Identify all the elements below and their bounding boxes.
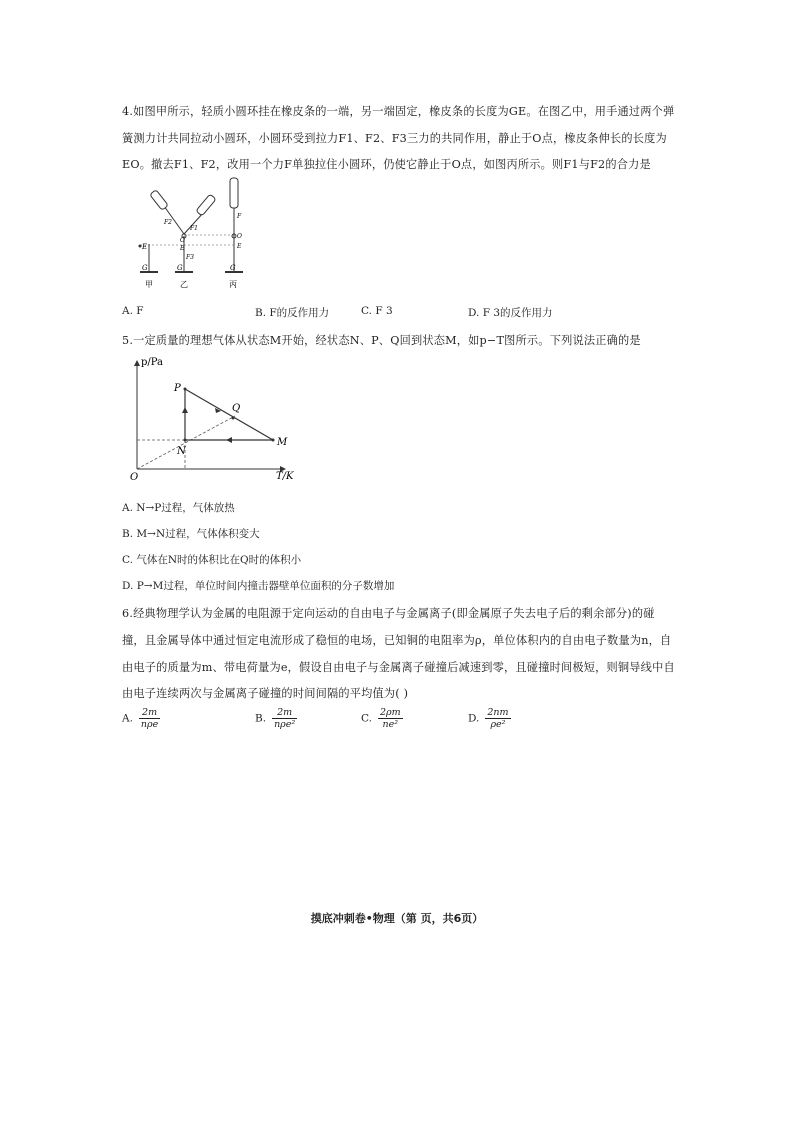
q4-text-line2: 簧测力计共同拉动小圆环，小圆环受到拉力F1、F2、F3三力的共同作用，静止于O点，橡皮条伸长的长度为 xyxy=(122,132,667,145)
point-n-label: N xyxy=(177,446,186,457)
isochore-line xyxy=(137,416,235,469)
q4-option-d: D. F 3的反作用力 xyxy=(468,307,553,319)
origin-label: O xyxy=(130,472,139,483)
yi-spring-scale-right xyxy=(196,194,216,216)
segment-p-m xyxy=(185,389,273,440)
q6-option-b: B. $\frac{2m}{\text{nρe²}}$ xyxy=(255,707,296,730)
point-p-label: P xyxy=(174,383,181,394)
bing-label-g: G xyxy=(230,264,236,272)
yi-label-f2: F2 xyxy=(164,219,172,226)
q5-option-c: C. 气体在N时的体积比在Q时的体积小 xyxy=(122,554,302,566)
jia-label-g: G xyxy=(142,264,148,272)
q4-text-line1: 4.如图甲所示，轻质小圆环挂在橡皮条的一端，另一端固定，橡皮条的长度为GE。在图乙中，用手通过两个弹 xyxy=(122,105,675,118)
q4-option-a: A. F xyxy=(122,305,144,317)
page-footer: 摸底冲刺卷•物理（第 页，共6页） xyxy=(310,912,484,925)
yi-label-g: G xyxy=(177,264,183,272)
q6-text-line3: 由电子的质量为m、带电荷量为e，假设自由电子与金属离子碰撞后减速到零，且碰撞时间极短，则铜导线中自 xyxy=(122,661,675,674)
bing-label-o: O xyxy=(237,233,242,240)
bing-spring-scale xyxy=(230,178,238,208)
q5-pt-graph xyxy=(125,353,315,485)
q6-option-c: C. $\frac{2\rho m}{\text{ne²}}$ xyxy=(361,707,401,730)
q6-option-d: D. $\frac{2nm}{\text{ρe²}}$ xyxy=(468,707,509,730)
jia-label-e: E xyxy=(142,243,148,251)
q6-text-line4: 由电子连续两次与金属离子碰撞的时间间隔的平均值为( ) xyxy=(122,687,409,700)
q6-text-line2: 撞，且金属导体中通过恒定电流形成了稳恒的电场，已知铜的电阻率为ρ，单位体积内的自由电子数量为n，自 xyxy=(122,634,672,647)
bing-label-f: F xyxy=(237,213,242,220)
bing-label-e: E xyxy=(237,243,242,250)
q5-option-b: B. M→N过程，气体体积变大 xyxy=(122,528,260,540)
q5-option-d: D. P→M过程，单位时间内撞击器壁单位面积的分子数增加 xyxy=(122,580,395,592)
q6-option-a: A. $\frac{2m}{\text{nρe}}$ xyxy=(122,707,159,730)
t-axis-label: T/K xyxy=(276,471,294,482)
point-q-label: Q xyxy=(232,403,241,414)
yi-label-f3: F3 xyxy=(186,254,194,261)
q4-option-b: B. F的反作用力 xyxy=(255,307,330,319)
yi-label-o: O xyxy=(180,237,185,244)
q4-option-c: C. F 3 xyxy=(361,305,393,317)
yi-label-f1: F1 xyxy=(190,225,198,232)
caption-yi: 乙 xyxy=(180,280,188,289)
yi-spring-scale-left xyxy=(150,190,169,211)
caption-bing: 丙 xyxy=(229,280,237,289)
q5-option-a: A. N→P过程，气体放热 xyxy=(122,502,235,514)
q6-text-line1: 6.经典物理学认为金属的电阻源于定向运动的自由电子与金属离子(即金属原子失去电子后的剩余部分)的碰 xyxy=(122,607,655,620)
caption-jia: 甲 xyxy=(145,280,153,289)
yi-label-e: E xyxy=(180,245,185,252)
q4-text-line3: EO。撤去F1、F2，改用一个力F单独拉住小圆环，仍使它静止于O点，如图丙所示。则F1与F2的合力是 xyxy=(122,158,651,171)
p-axis-label: p/Pa xyxy=(141,357,164,368)
point-m-label: M xyxy=(277,437,288,448)
q4-figure xyxy=(120,172,260,300)
q5-stem: 5.一定质量的理想气体从状态M开始，经状态N、P、Q回到状态M，如p−T图所示。下列说法正确的是 xyxy=(122,334,641,347)
